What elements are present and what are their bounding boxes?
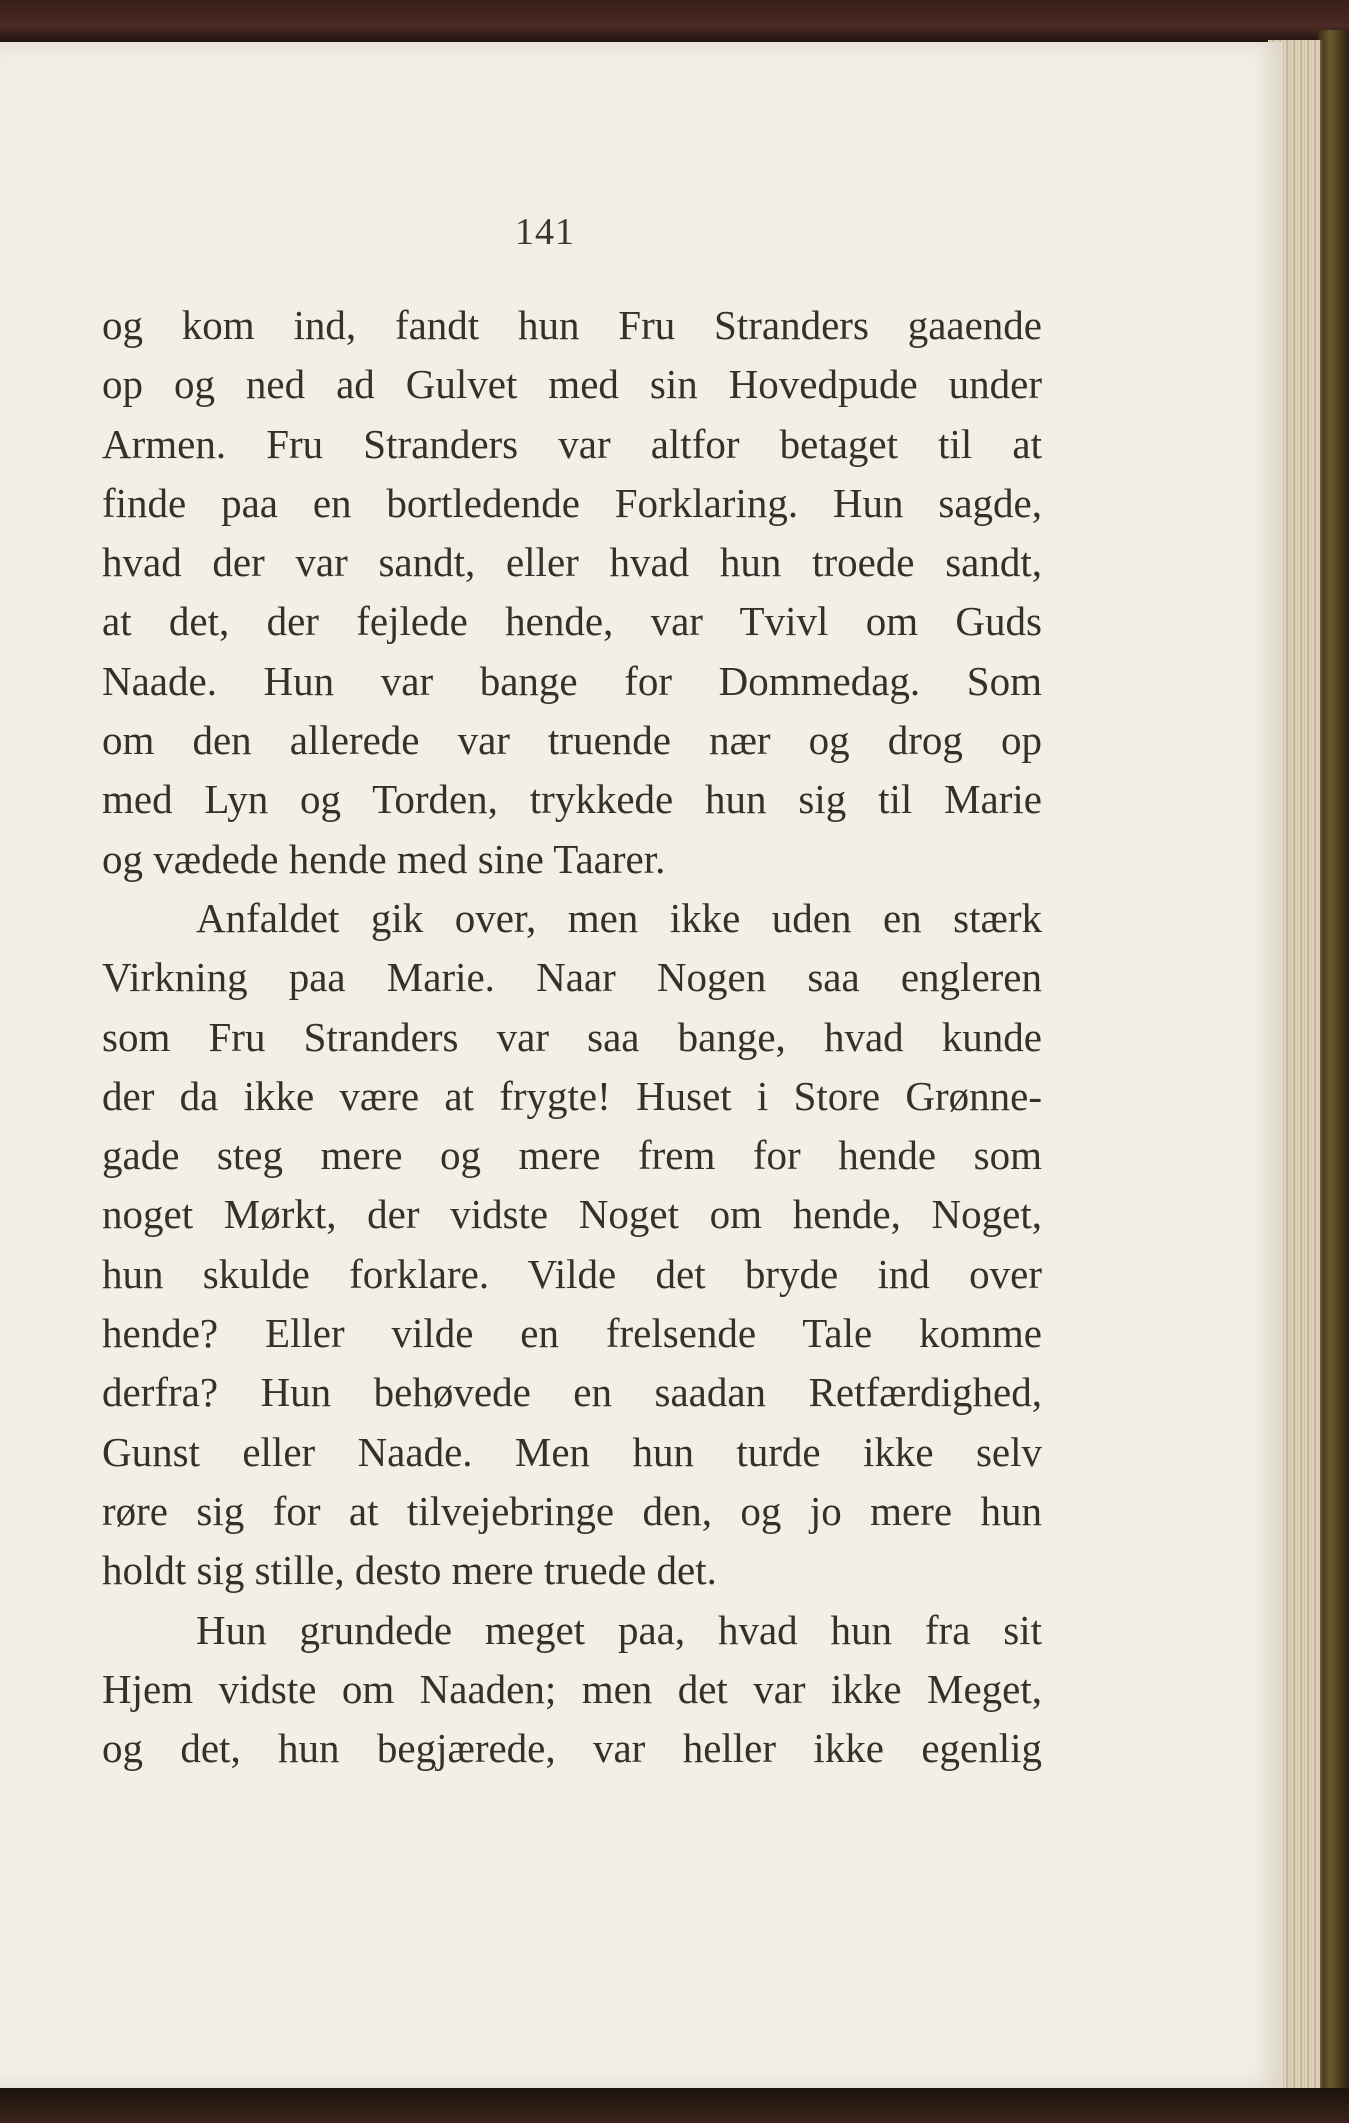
text-line: Naade. Hun var bange for Dommedag. Som	[102, 657, 1042, 704]
text-line: gade steg mere og mere frem for hende som	[102, 1132, 1042, 1179]
text-line: Hjem vidste om Naaden; men det var ikke Meget,	[102, 1665, 1042, 1712]
text-line: Virkning paa Marie. Naar Nogen saa engleren	[102, 954, 1042, 1001]
text-line: røre sig for at tilvejebringe den, og jo mere hun	[102, 1487, 1042, 1534]
text-line: hvad der var sandt, eller hvad hun troede sandt,	[102, 539, 1042, 586]
text-line: finde paa en bortledende Forklaring. Hun sagde,	[102, 479, 1042, 526]
page-number: 141	[515, 211, 575, 253]
text-line: holdt sig stille, desto mere truede det.	[102, 1547, 717, 1594]
body-text	[102, 296, 1042, 1778]
text-line: Armen. Fru Stranders var altfor betaget til at	[102, 420, 1042, 467]
text-line: at det, der fejlede hende, var Tvivl om Guds	[102, 598, 1042, 645]
bottom-binding-edge	[0, 2088, 1349, 2123]
top-binding-edge	[0, 0, 1349, 44]
text-line: derfra? Hun behøvede en saadan Retfærdighed,	[102, 1369, 1042, 1416]
text-line: og kom ind, fandt hun Fru Stranders gaaende	[102, 302, 1042, 348]
book-cover-edge	[1318, 30, 1349, 2100]
text-line: Hun grundede meget paa, hvad hun fra sit	[196, 1606, 1042, 1653]
text-line: om den allerede var truende nær og drog op	[102, 717, 1042, 764]
text-line: Gunst eller Naade. Men hun turde ikke selv	[102, 1428, 1042, 1475]
text-line: der da ikke være at frygte! Huset i Store Grønne-	[102, 1072, 1042, 1119]
text-line: som Fru Stranders var saa bange, hvad kunde	[102, 1013, 1042, 1060]
text-line: og det, hun begjærede, var heller ikke egenlig	[102, 1725, 1042, 1772]
text-line: noget Mørkt, der vidste Noget om hende, Noget,	[102, 1191, 1042, 1238]
text-line: hun skulde forklare. Vilde det bryde ind over	[102, 1250, 1042, 1297]
text-line: Anfaldet gik over, men ikke uden en stærk	[196, 894, 1042, 941]
text-line: og vædede hende med sine Taarer.	[102, 835, 666, 882]
text-line: med Lyn og Torden, trykkede hun sig til Marie	[102, 776, 1042, 823]
text-line: hende? Eller vilde en frelsende Tale komme	[102, 1310, 1042, 1357]
text-line: op og ned ad Gulvet med sin Hovedpude under	[102, 361, 1042, 408]
